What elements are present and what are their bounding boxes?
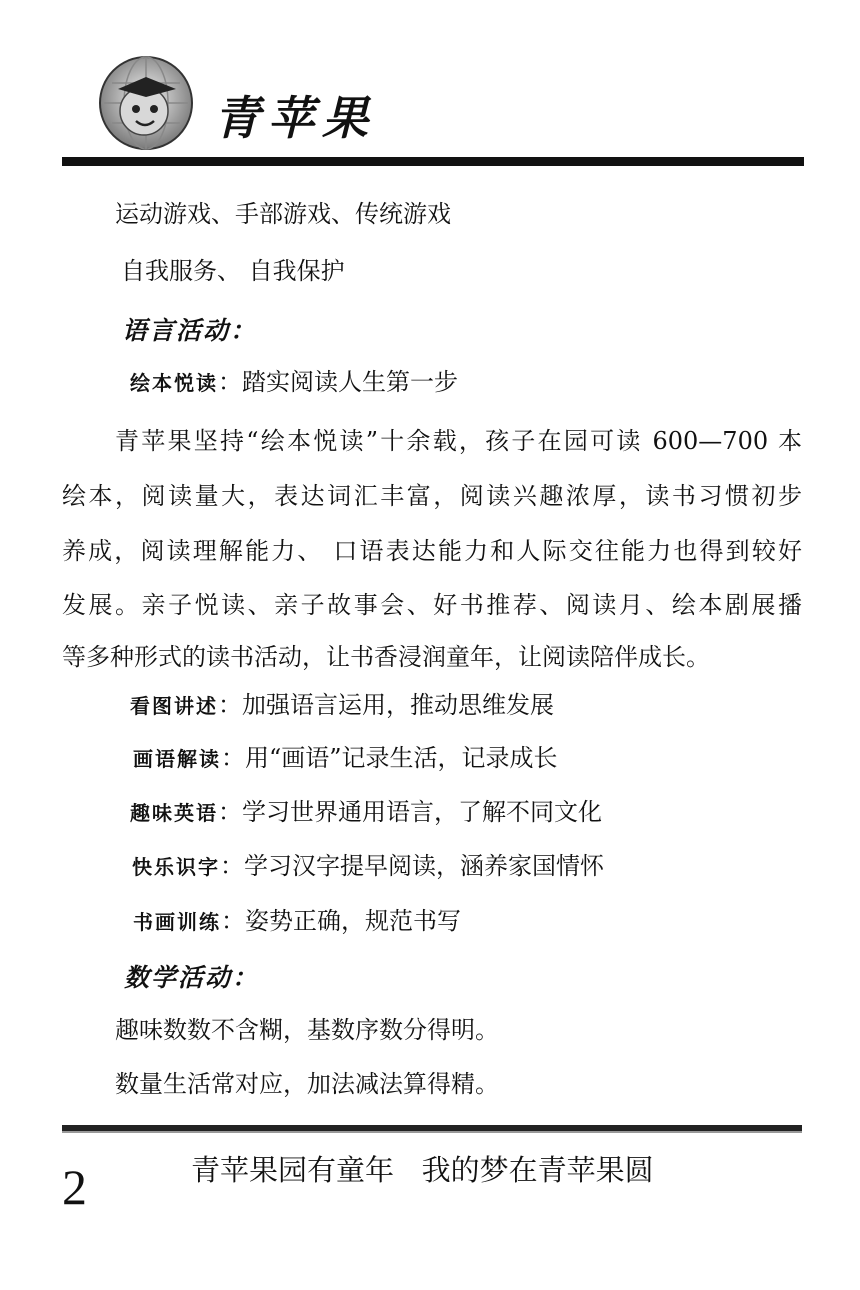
paragraph-line: 发展。亲子悦读、亲子故事会、好书推荐、阅读月、绘本剧展播	[62, 591, 802, 619]
activity-item	[130, 796, 602, 829]
paragraph-line: 青苹果坚持“绘本悦读”十余载，孩子在园可读 600—700 本	[115, 427, 802, 455]
activity-term: 书画训练	[133, 910, 221, 934]
activity-desc: ：姿势正确，规范书写	[221, 907, 461, 935]
self-care-line: 自我服务、 自我保护	[121, 257, 345, 285]
activity-desc: ：加强语言运用，推动思维发展	[218, 691, 554, 719]
activity-term: 快乐识字	[132, 855, 220, 879]
activity-term: 画语解读	[133, 747, 221, 771]
math-line: 趣味数数不含糊，基数序数分得明。	[115, 1016, 499, 1044]
picture-book-desc: ：踏实阅读人生第一步	[218, 368, 458, 396]
activity-desc: ：学习汉字提早阅读，涵养家国情怀	[220, 852, 604, 880]
math-activities-heading: 数学活动：	[124, 963, 260, 992]
games-line: 运动游戏、手部游戏、传统游戏	[115, 200, 451, 228]
paragraph-line: 等多种形式的读书活动，让书香浸润童年，让阅读陪伴成长。	[62, 643, 710, 671]
activity-item	[130, 689, 554, 722]
picture-book-term: 绘本悦读	[130, 371, 218, 395]
school-logo	[98, 55, 194, 151]
activity-item	[132, 850, 604, 883]
activity-item	[133, 905, 461, 938]
activity-item	[133, 742, 558, 775]
paragraph-line: 养成，阅读理解能力、 口语表达能力和人际交往能力也得到较好	[62, 537, 802, 565]
paragraph-line: 绘本，阅读量大，表达词汇丰富，阅读兴趣浓厚，读书习惯初步	[62, 482, 802, 510]
activity-term: 趣味英语	[130, 801, 218, 825]
footer-divider	[62, 1125, 802, 1133]
footer-slogan: 青苹果园有童年 我的梦在青苹果圆	[191, 1153, 654, 1187]
header-divider	[62, 157, 804, 166]
activity-term: 看图讲述	[130, 694, 218, 718]
header-title: 青苹果	[214, 91, 376, 145]
activity-desc: ：学习世界通用语言，了解不同文化	[218, 798, 602, 826]
page-number: 2	[62, 1159, 87, 1215]
language-activities-heading: 语言活动：	[122, 316, 258, 345]
activity-desc: ：用“画语”记录生活，记录成长	[221, 744, 558, 772]
math-line: 数量生活常对应，加法减法算得精。	[115, 1070, 499, 1098]
picture-book-item	[130, 366, 458, 399]
